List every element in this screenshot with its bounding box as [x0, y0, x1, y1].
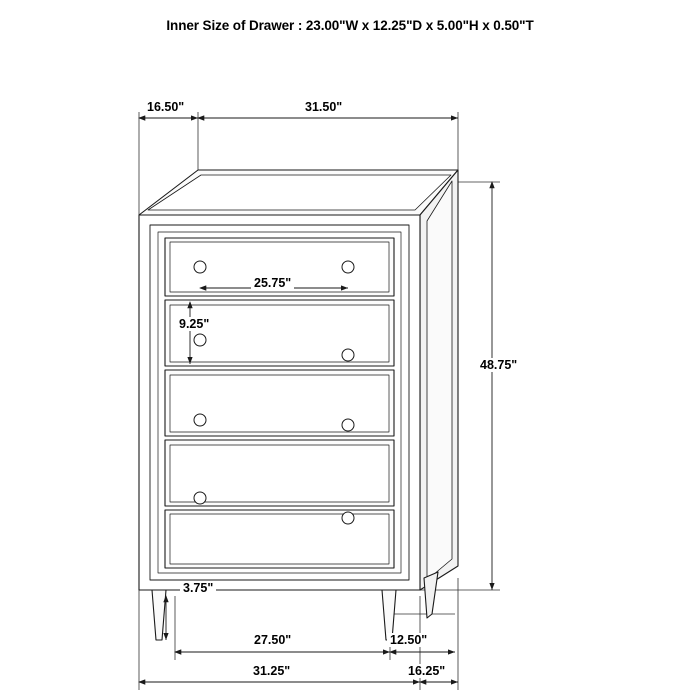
dim-leg-height: 3.75"	[180, 581, 216, 595]
dim-top-width: 31.50"	[302, 100, 345, 114]
dim-overall-depth: 16.25"	[405, 664, 448, 678]
page-title: Inner Size of Drawer : 23.00"W x 12.25"D x 5.00"H x 0.50"T	[166, 18, 534, 33]
dim-drawer-front-height: 9.25"	[176, 317, 212, 331]
dim-overall-height: 48.75"	[477, 358, 520, 372]
dim-top-depth: 16.50"	[144, 100, 187, 114]
chest-body	[139, 112, 500, 690]
dim-overall-width: 31.25"	[250, 664, 293, 678]
dim-base-depth: 12.50"	[387, 633, 430, 647]
dim-drawer-front-width: 25.75"	[251, 276, 294, 290]
dim-base-width: 27.50"	[251, 633, 294, 647]
